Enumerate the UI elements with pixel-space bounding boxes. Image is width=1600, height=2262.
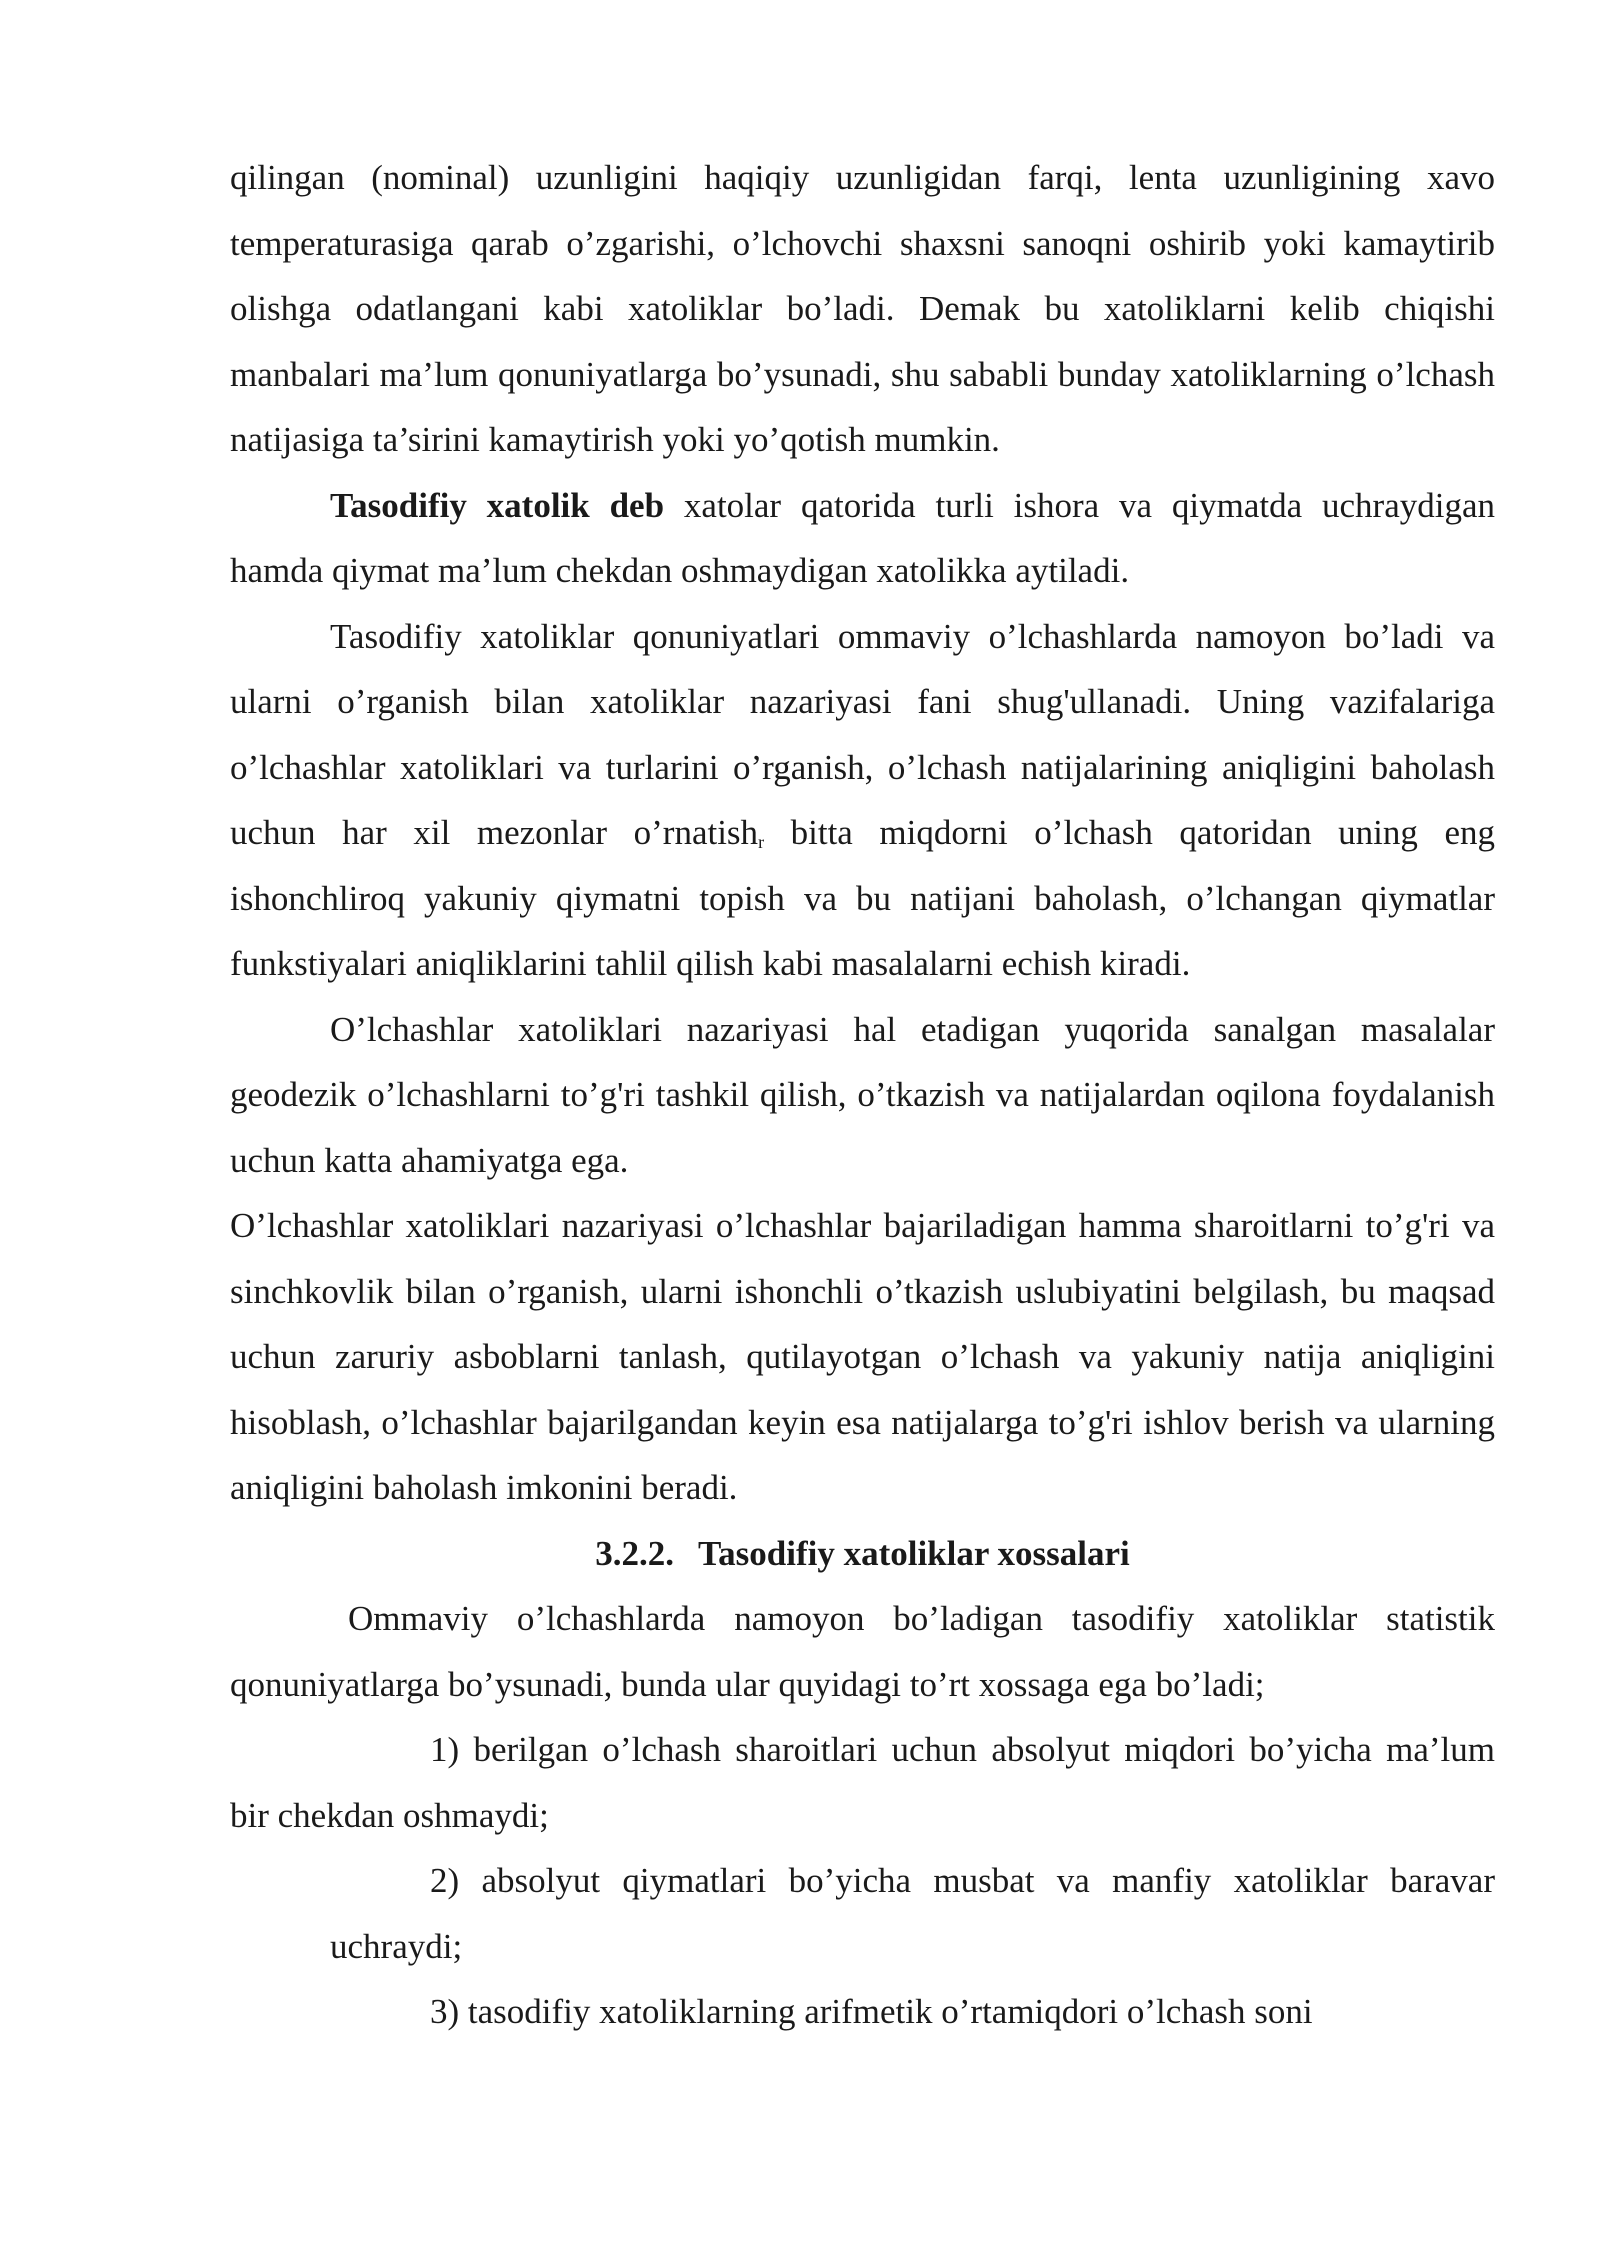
paragraph-2-text: xatolar qatorida turli ishora va qiymatda uchraydigan hamda qiymat ma’lum chekdan oshmaydigan xatolikka aytiladi. xyxy=(230,485,1495,590)
paragraph-3 xyxy=(230,604,1495,997)
paragraph-5: O’lchashlar xatoliklari nazariyasi o’lchashlar bajariladigan hamma sharoitlarni to’g'ri va sinchkovlik bilan o’rganish, ularni ishonchli o’tkazish uslubiyatini belgilash, bu maqsad uchun zaruriy asboblarni tanlash, qutilayotgan o’lchash va yakuniy natija aniqligini hisoblash, o’lchashlar bajarilgandan keyin esa natijalarga to’g'ri ishlov berish va ularning aniqligini baholash imkonini beradi. xyxy=(230,1206,1495,1507)
document-page xyxy=(230,145,1495,2045)
list-item: 1) berilgan o’lchash sharoitlari uchun absolyut miqdori bo’yicha ma’lum bir chekdan oshmaydi; xyxy=(230,1730,1495,1835)
section-title: Tasodifiy xatoliklar xossalari xyxy=(698,1533,1130,1573)
section-intro: Ommaviy o’lchashlarda namoyon bo’ladigan tasodifiy xatoliklar statistik qonuniyatlarga bo’ysunadi, bunda ular quyidagi to’rt xossaga ega bo’ladi; xyxy=(230,1599,1495,1704)
paragraph-4: O’lchashlar xatoliklari nazariyasi hal etadigan yuqorida sanalgan masalalar geodezik o’lchashlarni to’g'ri tashkil qilish, o’tkazish va natijalardan oqilona foydalanish uchun katta ahamiyatga ega. xyxy=(230,1009,1495,1180)
paragraph-2 xyxy=(230,473,1495,604)
list-item: 2) absolyut qiymatlari bo’yicha musbat va manfiy xatoliklar baravar uchraydi; xyxy=(330,1861,1495,1966)
section-number: 3.2.2. xyxy=(595,1533,674,1573)
list-item: 3) tasodifiy xatoliklarning arifmetik o’rtamiqdori o’lchash soni xyxy=(430,1992,1313,2031)
section-heading xyxy=(230,1521,1495,1587)
paragraph-3-text-b: bitta miqdorni o’lchash qatoridan uning eng ishonchliroq yakuniy qiymatni topish va bu natijani baholash, o’lchangan qiymatlar funkstiyalari aniqliklarini tahlil qilish kabi masalalarni echish kiradi. xyxy=(230,813,1495,983)
term-bold: Tasodifiy xatolik deb xyxy=(330,485,665,525)
paragraph-3-text-a: Tasodifiy xatoliklar qonuniyatlari ommaviy o’lchashlarda namoyon bo’ladi va ularni o’rganish bilan xatoliklar nazariyasi fani shug'ullanadi. Uning vazifalariga o’lchashlar xatoliklari va turlarini o’rganish, o’lchash natijalarining aniqligini baholash uchun har xil mezonlar o’rnatish xyxy=(230,616,1495,852)
subscript-mark: r xyxy=(758,832,765,852)
paragraph-1: qilingan (nominal) uzunligini haqiqiy uzunligidan farqi, lenta uzunligining xavo temperaturasiga qarab o’zgarishi, o’lchovchi shaxsni sanoqni oshirib yoki kamaytirib olishga odatlangani kabi xatoliklar bo’ladi. Demak bu xatoliklarni kelib chiqishi manbalari ma’lum qonuniyatlarga bo’ysunadi, shu sababli bunday xatoliklarning o’lchash natijasiga ta’sirini kamaytirish yoki yo’qotish mumkin. xyxy=(230,158,1495,459)
